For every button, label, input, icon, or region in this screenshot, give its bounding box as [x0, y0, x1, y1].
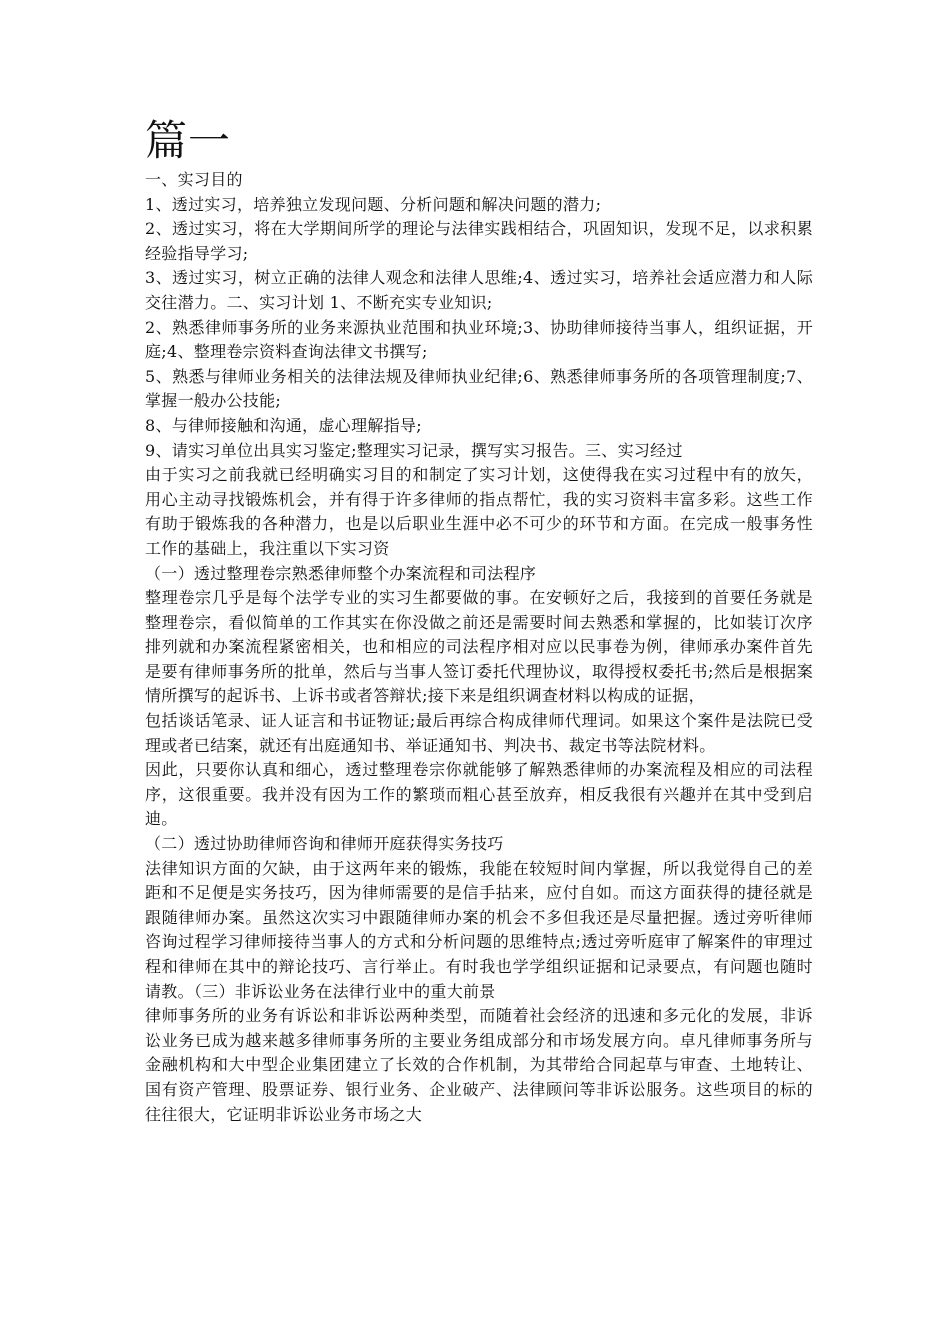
paragraph: 2、熟悉律师事务所的业务来源执业范围和执业环境;3、协助律师接待当事人，组织证据，开庭;4、整理卷宗资料查询法律文书撰写; — [145, 317, 813, 362]
paragraph: 律师事务所的业务有诉讼和非诉讼两种类型，而随着社会经济的迅速和多元化的发展，非诉讼业务已成为越来越多律师事务所的主要业务组成部分和市场发展方向。卓凡律师事务所与金融机构和大中型企业集团建立了长效的合作机制，为其带给合同起草与审查、土地转让、国有资产管理、股票证券、银行业务、企业破产、法律顾问等非诉讼服务。这些项目的标的往往很大，它证明非诉讼业务市场之大 — [145, 1006, 813, 1124]
paragraph: 由于实习之前我就已经明确实习目的和制定了实习计划，这使得我在实习过程中有的放矢，用心主动寻找锻炼机会，并有得于许多律师的指点帮忙，我的实习资料丰富多彩。这些工作有助于锻炼我的各种潜力，也是以后职业生涯中必不可少的环节和方面。在完成一般事务性工作的基础上，我注重以下实习资 — [145, 465, 813, 558]
paragraph: 因此，只要你认真和细心，透过整理卷宗你就能够了解熟悉律师的办案流程及相应的司法程序，这很重要。我并没有因为工作的繁琐而粗心甚至放弃，相反我很有兴趣并在其中受到启迪。 — [145, 760, 813, 829]
document-title: 篇一 — [145, 116, 232, 165]
paragraph: 5、熟悉与律师业务相关的法律法规及律师执业纪律;6、熟悉律师事务所的各项管理制度;7、掌握一般办公技能; — [145, 366, 813, 411]
paragraph: 法律知识方面的欠缺，由于这两年来的锻炼，我能在较短时间内掌握，所以我觉得自己的差距和不足便是实务技巧，因为律师需要的是信手拈来，应付自如。而这方面获得的捷径就是跟随律师办案。虽然这次实习中跟随律师办案的机会不多但我还是尽量把握。透过旁听律师咨询过程学习律师接待当事人的方式和分析问题的思维特点;透过旁听庭审了解案件的审理过程和律师在其中的辩论技巧、言行举止。有时我也学学组织证据和记录要点，有问题也随时请教。（三）非诉讼业务在法律行业中的重大前景 — [145, 858, 813, 1001]
section-heading: 一、实习目的 — [145, 170, 243, 189]
paragraph: 2、透过实习，将在大学期间所学的理论与法律实践相结合，巩固知识，发现不足，以求积累经验指导学习; — [145, 219, 813, 263]
paragraph: 9、请实习单位出具实习鉴定;整理实习记录，撰写实习报告。三、实习经过 — [145, 440, 683, 460]
paragraph: 包括谈话笔录、证人证言和书证物证;最后再综合构成律师代理词。如果这个案件是法院已受理或者已结案，就还有出庭通知书、举证通知书、判决书、裁定书等法院材料。 — [145, 711, 813, 755]
paragraph: 1、透过实习，培养独立发现问题、分析问题和解决问题的潜力; — [145, 194, 602, 214]
section-heading: （二）透过协助律师咨询和律师开庭获得实务技巧 — [145, 834, 504, 854]
paragraph-list — [145, 168, 813, 1127]
paragraph: 8、与律师接触和沟通，虚心理解指导; — [145, 415, 422, 435]
paragraph: 整理卷宗几乎是每个法学专业的实习生都要做的事。在安顿好之后，我接到的首要任务就是整理卷宗，看似简单的工作其实在你没做之前还是需要时间去熟悉和掌握的，比如装订次序排列就和办案流程紧密相关，也和相应的司法程序相对应以民事卷为例，律师承办案件首先是要有律师事务所的批单，然后与当事人签订委托代理协议，取得授权委托书;然后是根据案情所撰写的起诉书、上诉书或者答辩状;接下来是组织调查材料以构成的证据， — [145, 588, 813, 706]
section-heading: （一）透过整理卷宗熟悉律师整个办案流程和司法程序 — [145, 563, 537, 583]
document-body — [145, 114, 813, 1127]
paragraph: 3、透过实习，树立正确的法律人观念和法律人思维;4、透过实习，培养社会适应潜力和人际交往潜力。二、实习计划 1、不断充实专业知识; — [145, 268, 813, 312]
